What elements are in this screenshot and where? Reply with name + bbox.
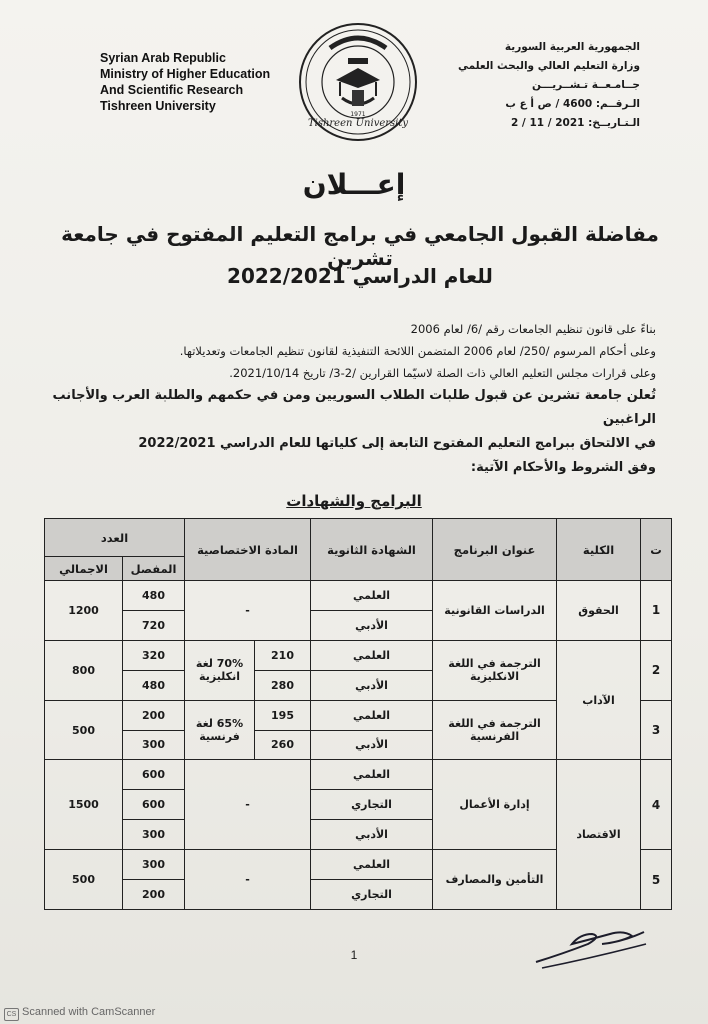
cell-certificate: العلمي xyxy=(311,581,433,611)
announcement-title: إعـــلان xyxy=(302,168,406,201)
cell-subject: - xyxy=(185,581,311,641)
cell-certificate: الأدبي xyxy=(311,730,433,760)
cell-total: 500 xyxy=(45,850,123,910)
cell-certificate: الأدبي xyxy=(311,610,433,640)
document-date: الـتـاريــخ: 2021 / 11 / 2 xyxy=(510,117,640,129)
cell-subject: - xyxy=(185,760,311,850)
cell-certificate: العلمي xyxy=(311,850,433,880)
header-english-line: And Scientific Research xyxy=(100,83,244,97)
cell-certificate: الأدبي xyxy=(311,670,433,700)
body-line: وعلى أحكام المرسوم /250/ لعام 2006 المتضمن اللائحة التنفيذية لقانون تنظيم الجامعات وتعديلاتها. xyxy=(179,344,656,358)
header-program: عنوان البرنامج xyxy=(433,519,557,581)
body-line: وفق الشروط والأحكام الآتية: xyxy=(470,460,656,475)
cell-total: 1200 xyxy=(45,581,123,641)
cell-min-score: 210 xyxy=(255,640,311,670)
cell-certificate: التجاري xyxy=(311,880,433,910)
header-english-line: Syrian Arab Republic xyxy=(100,51,226,65)
cell-subject: - xyxy=(185,850,311,910)
cell-detailed: 300 xyxy=(123,820,185,850)
seal-year: 1971 xyxy=(350,111,366,118)
table-row xyxy=(45,760,672,790)
cell-program: الترجمة في اللغة الفرنسية xyxy=(433,700,557,760)
header-total: الاجمالي xyxy=(45,557,123,581)
header-count: العدد xyxy=(45,519,185,557)
academic-year-title: للعام الدراسي 2022/2021 xyxy=(227,264,493,288)
table-header-row xyxy=(45,519,672,557)
cell-faculty: الاقتصاد xyxy=(557,760,641,910)
page-number: 1 xyxy=(350,948,358,962)
body-line: بناءً على قانون تنظيم الجامعات رقم /6/ لعام 2006 xyxy=(410,322,656,336)
cell-min-score: 280 xyxy=(255,670,311,700)
header-arabic-line: الجمهورية العربية السورية xyxy=(504,41,640,53)
header-arabic-line: وزارة التعليم العالي والبحث العلمي xyxy=(457,60,640,72)
announcement-subtitle: مفاضلة القبول الجامعي في برامج التعليم المفتوح في جامعة تشرين xyxy=(61,222,659,270)
cell-detailed: 480 xyxy=(123,581,185,611)
cell-detailed: 720 xyxy=(123,610,185,640)
body-line: وعلى قرارات مجلس التعليم العالي ذات الصلة لاسيّما القرارين /2-3/ تاريخ 2021/10/14. xyxy=(229,366,656,380)
cell-total: 1500 xyxy=(45,760,123,850)
reference-value: 4600 / ص أ ع ب xyxy=(505,98,593,110)
header-english xyxy=(100,50,300,114)
date-value: 2021 / 11 / 2 xyxy=(510,117,585,129)
cell-program: الترجمة في اللغة الانكليزية xyxy=(433,640,557,700)
cell-detailed: 600 xyxy=(123,790,185,820)
reference-label: الـرقــم xyxy=(600,98,640,110)
header-certificate: الشهادة الثانوية xyxy=(311,519,433,581)
cell-detailed: 300 xyxy=(123,730,185,760)
cell-no: 3 xyxy=(641,700,672,760)
date-label: الـتـاريــخ xyxy=(592,117,640,129)
cell-no: 1 xyxy=(641,581,672,641)
header-english-line: Tishreen University xyxy=(100,99,216,113)
cell-certificate: التجاري xyxy=(311,790,433,820)
header-detailed: المفصل xyxy=(123,557,185,581)
cell-min-score: 260 xyxy=(255,730,311,760)
cell-subject: 70% لغة انكليزية xyxy=(185,640,255,700)
cell-program: الدراسات القانونية xyxy=(433,581,557,641)
body-line: تُعلن جامعة تشرين عن قبول طلبات الطلاب السوريين ومن في حكمهم والطلبة العرب والأجانب الراغبين xyxy=(52,388,656,427)
scanner-watermark xyxy=(4,1006,155,1021)
cell-certificate: العلمي xyxy=(311,700,433,730)
cell-no: 4 xyxy=(641,760,672,850)
header-no: ت xyxy=(641,519,672,581)
cell-total: 800 xyxy=(45,640,123,700)
camscanner-icon: CS xyxy=(4,1008,19,1021)
cell-program: التأمين والمصارف xyxy=(433,850,557,910)
table-caption: البرامج والشهادات xyxy=(286,492,422,510)
header-subject: المادة الاختصاصية xyxy=(185,519,311,581)
cell-certificate: الأدبي xyxy=(311,820,433,850)
reference-number: الـرقــم: 4600 / ص أ ع ب xyxy=(505,98,640,110)
scanner-text: Scanned with CamScanner xyxy=(22,1006,156,1018)
header-english-line: Ministry of Higher Education xyxy=(100,67,271,81)
cell-min-score: 195 xyxy=(255,700,311,730)
cell-detailed: 200 xyxy=(123,880,185,910)
cell-certificate: العلمي xyxy=(311,760,433,790)
header-faculty: الكلية xyxy=(557,519,641,581)
cell-no: 5 xyxy=(641,850,672,910)
header-arabic-line: جــامـعــة تـشــريـــن xyxy=(532,79,640,91)
cell-subject: 65% لغة فرنسية xyxy=(185,700,255,760)
table-row xyxy=(45,640,672,670)
university-seal-logo xyxy=(296,18,420,150)
cell-detailed: 600 xyxy=(123,760,185,790)
handwritten-signature xyxy=(532,914,652,976)
cell-detailed: 200 xyxy=(123,700,185,730)
table-row xyxy=(45,581,672,611)
cell-total: 500 xyxy=(45,700,123,760)
seal-text: Tishreen University xyxy=(307,118,409,129)
body-line: في الالتحاق ببرامج التعليم المفتوح التابعة إلى كلياتها للعام الدراسي 2022/2021 xyxy=(138,436,656,451)
cell-detailed: 300 xyxy=(123,850,185,880)
header-arabic xyxy=(430,38,640,133)
cell-faculty: الآداب xyxy=(557,640,641,760)
cell-detailed: 480 xyxy=(123,670,185,700)
cell-certificate: العلمي xyxy=(311,640,433,670)
announcement-body xyxy=(36,318,656,480)
cell-detailed: 320 xyxy=(123,640,185,670)
cell-no: 2 xyxy=(641,640,672,700)
cell-faculty: الحقوق xyxy=(557,581,641,641)
cell-program: إدارة الأعمال xyxy=(433,760,557,850)
programs-table xyxy=(44,518,672,910)
